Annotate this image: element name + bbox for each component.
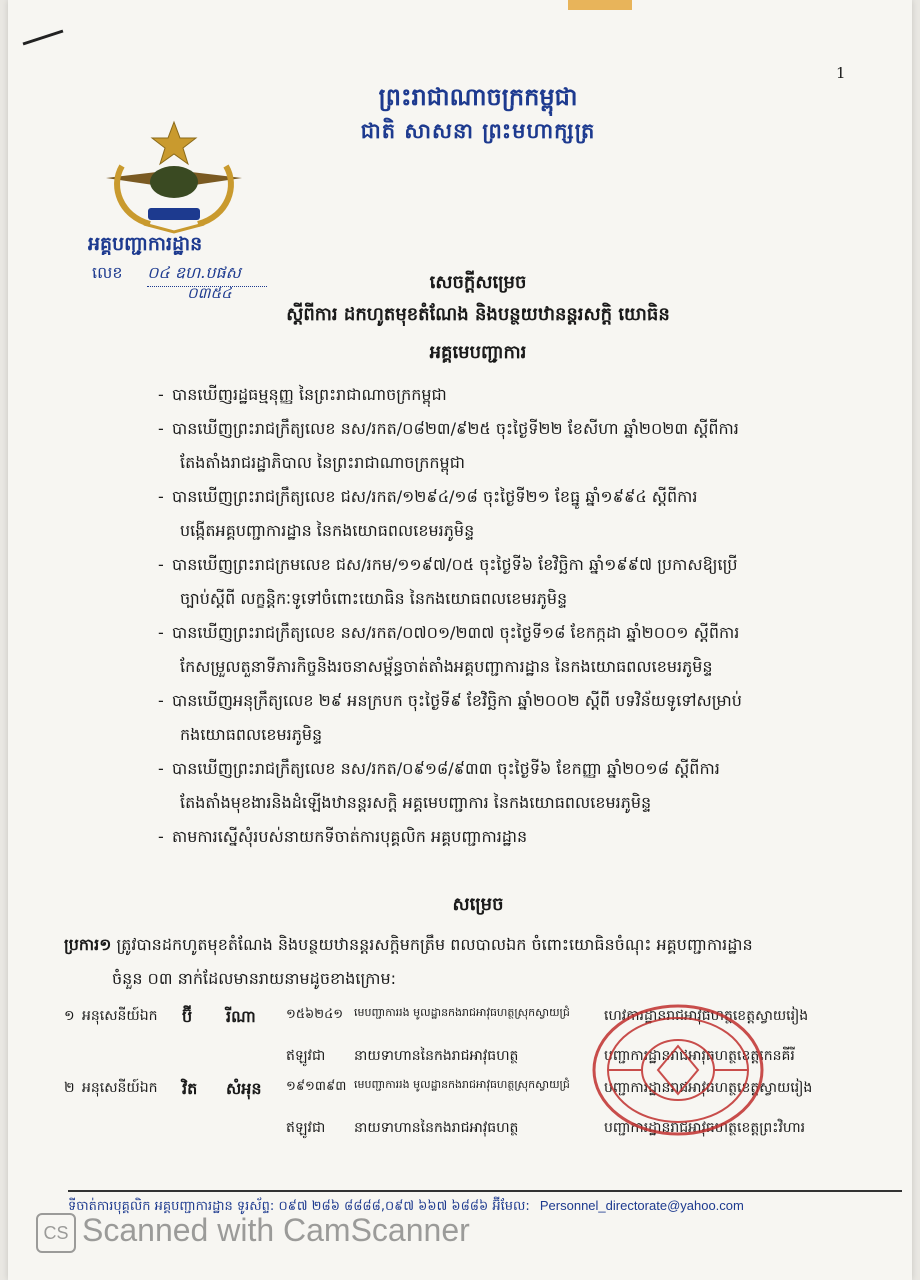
document-page	[8, 0, 912, 1280]
article-label: ប្រការ១	[64, 935, 112, 954]
clause-item: - បានឃើញរដ្ឋធម្មនុញ្ញ នៃព្រះរាជាណាចក្រកម្ពុជា	[158, 385, 447, 404]
person-surname: ប៊ី	[182, 1007, 193, 1026]
preamble-clauses	[158, 378, 878, 854]
department-name: អគ្គបញ្ជាការដ្ឋាន	[88, 233, 203, 255]
person-row: ១ អនុសេនីយ៍ឯក ប៊ី រីណា ១៥៦២៤១ មេបញ្ជាការរង មូលដ្ឋានកងរាជអាវុធហត្ថស្រុកស្វាយជ្រំ ហេវការដ្ឋានរាជអាវុធហត្ថខេត្តស្វាយរៀង	[64, 998, 904, 1038]
official-seal-icon	[588, 1000, 768, 1140]
reference-label: លេខ	[92, 263, 123, 282]
footer-text: ទីចាត់ការបុគ្គលិក អគ្គបញ្ជាការដ្ឋាន ទូរស័ព្ទ: ០៩៧ ២៨៦ ៨៨៨៨,០៩៧ ៦៦៧ ៦៨៨៦ អ៊ីមែល:	[68, 1199, 530, 1214]
article-text: ត្រូវបានដកហូតមុខតំណែង និងបន្ថយឋានន្តរសក្តិមកត្រឹម ពលបាលឯក ចំពោះយោធិនចំណុះ អគ្គបញ្ជាការដ្ឋាន	[116, 935, 753, 954]
article-continuation: ចំនួន ០៣ នាក់ដែលមានរាយនាមដូចខាងក្រោម:	[112, 969, 396, 988]
page-number: 1	[836, 64, 846, 82]
clause-item: - បានឃើញព្រះរាជក្រឹត្យលេខ នស/រកត/០៨២៣/៩២៥ ចុះថ្ងៃទី២២ ខែសីហា ឆ្នាំ២០២៣ ស្តីពីការ តែងតាំងរាជរដ្ឋាភិបាល នៃព្រះរាជាណាចក្រកម្ពុជា	[158, 419, 739, 472]
person-row: ឥឡូវជា នាយទាហាននៃកងរាជអាវុធហត្ថ បញ្ជាការដ្ឋានរាជអាវុធហត្ថខេត្តព្រះវិហារ	[286, 1120, 806, 1136]
pen-mark	[23, 30, 64, 46]
clause-item: - បានឃើញព្រះរាជក្រឹត្យលេខ នស/រកត/០៩១៨/៩៣៣ ចុះថ្ងៃទី៦ ខែកញ្ញា ឆ្នាំ២០១៨ ស្តីពីការ តែងតាំងមុខងារនិងដំឡើងឋានន្តរសក្តិ អគ្គមេបញ្ជាការ នៃកងយោធពលខេមរភូមិន្ទ	[158, 759, 720, 812]
camscanner-watermark	[36, 1212, 470, 1253]
footer-email: Personnel_directorate@yahoo.com	[539, 1198, 744, 1213]
clause-item: - បានឃើញអនុក្រឹត្យលេខ ២៩ អនក្របក ចុះថ្ងៃទី៩ ខែវិច្ឆិកា ឆ្នាំ២០០២ ស្តីពី បទវិន័យទូទៅសម្រាប់ កងយោធពលខេមរភូមិន្ទ	[158, 691, 742, 744]
person-given-name: សំអុន	[226, 1079, 262, 1098]
reference-value: ០៤ ឧហ.បផស	[147, 262, 267, 287]
kingdom-heading: ព្រះរាជាណាចក្រកម្ពុជា	[378, 83, 578, 111]
person-row: ២ អនុសេនីយ៍ឯក វិត សំអុន ១៩១៣៩៣ មេបញ្ជាការរង មូលដ្ឋានកងរាជអាវុធហត្ថស្រុកស្វាយជ្រំ បញ្ជាការដ្ឋានរាជអាវុធហត្ថខេត្តស្វាយរៀង	[64, 1070, 904, 1110]
person-entry-1	[64, 998, 904, 1078]
national-motto: ជាតិ សាសនា ព្រះមហាក្សត្រ	[360, 119, 596, 143]
person-entry-2	[64, 1070, 904, 1150]
military-emblem-icon	[100, 116, 248, 234]
decision-heading: សម្រេច	[452, 894, 504, 915]
document-authority: អគ្គមេបញ្ជាការ	[429, 342, 527, 363]
clause-item: - បានឃើញព្រះរាជក្រឹត្យលេខ ជស/រកត/១២៩៤/១៨ ចុះថ្ងៃទី២១ ខែធ្នូ ឆ្នាំ១៩៩៤ ស្តីពីការ បង្កើតអគ្គបញ្ជាការដ្ឋាន នៃកងយោធពលខេមរភូមិន្ទ	[158, 487, 698, 540]
footer-divider	[68, 1190, 902, 1192]
document-title: សេចក្តីសម្រេច	[429, 272, 527, 293]
person-surname: វិត	[182, 1079, 198, 1098]
document-subject: ស្តីពីការ ដកហូតមុខតំណែង និងបន្ថយឋានន្តរសក្តិ យោធិន	[286, 304, 670, 325]
reference-number	[92, 262, 267, 302]
person-id: ១៩១៣៩៣	[286, 1079, 347, 1094]
top-tab	[568, 0, 632, 10]
clause-item: - បានឃើញព្រះរាជក្រឹត្យលេខ នស/រកត/០៧០១/២៣៧ ចុះថ្ងៃទី១៨ ខែកក្កដា ឆ្នាំ២០០១ ស្តីពីការ កែសម្រួលតួនាទីភារកិច្ចនិងរចនាសម្ព័ន្ធចាត់តាំងអគ្គបញ្ជាការដ្ឋាន នៃកងយោធពលខេមរភូមិន្ទ	[158, 623, 740, 676]
camscanner-text: Scanned with CamScanner	[82, 1212, 470, 1248]
person-row: ឥឡូវជា នាយទាហាននៃកងរាជអាវុធហត្ថ បញ្ជាការដ្ឋានរាជអាវុធហត្ថខេត្តកេនគីរី	[286, 1048, 795, 1064]
reference-value-2: ០៣៥៤	[187, 284, 232, 302]
person-given-name: រីណា	[226, 1007, 256, 1026]
clause-item: - បានឃើញព្រះរាជក្រមលេខ ជស/រកម/១១៩៧/០៥ ចុះថ្ងៃទី៦ ខែវិច្ឆិកា ឆ្នាំ១៩៩៧ ប្រកាសឱ្យប្រើ ច្បាប់ស្តីពី លក្ខន្តិកៈទូទៅចំពោះយោធិន នៃកងយោធពលខេមរភូមិន្ទ	[158, 555, 738, 608]
clause-item: - តាមការស្នើសុំរបស់នាយកទីចាត់ការបុគ្គលិក អគ្គបញ្ជាការដ្ឋាន	[158, 827, 528, 846]
camscanner-logo-icon: CS	[36, 1213, 76, 1253]
article-1	[64, 928, 904, 996]
person-id: ១៥៦២៤១	[286, 1007, 344, 1022]
